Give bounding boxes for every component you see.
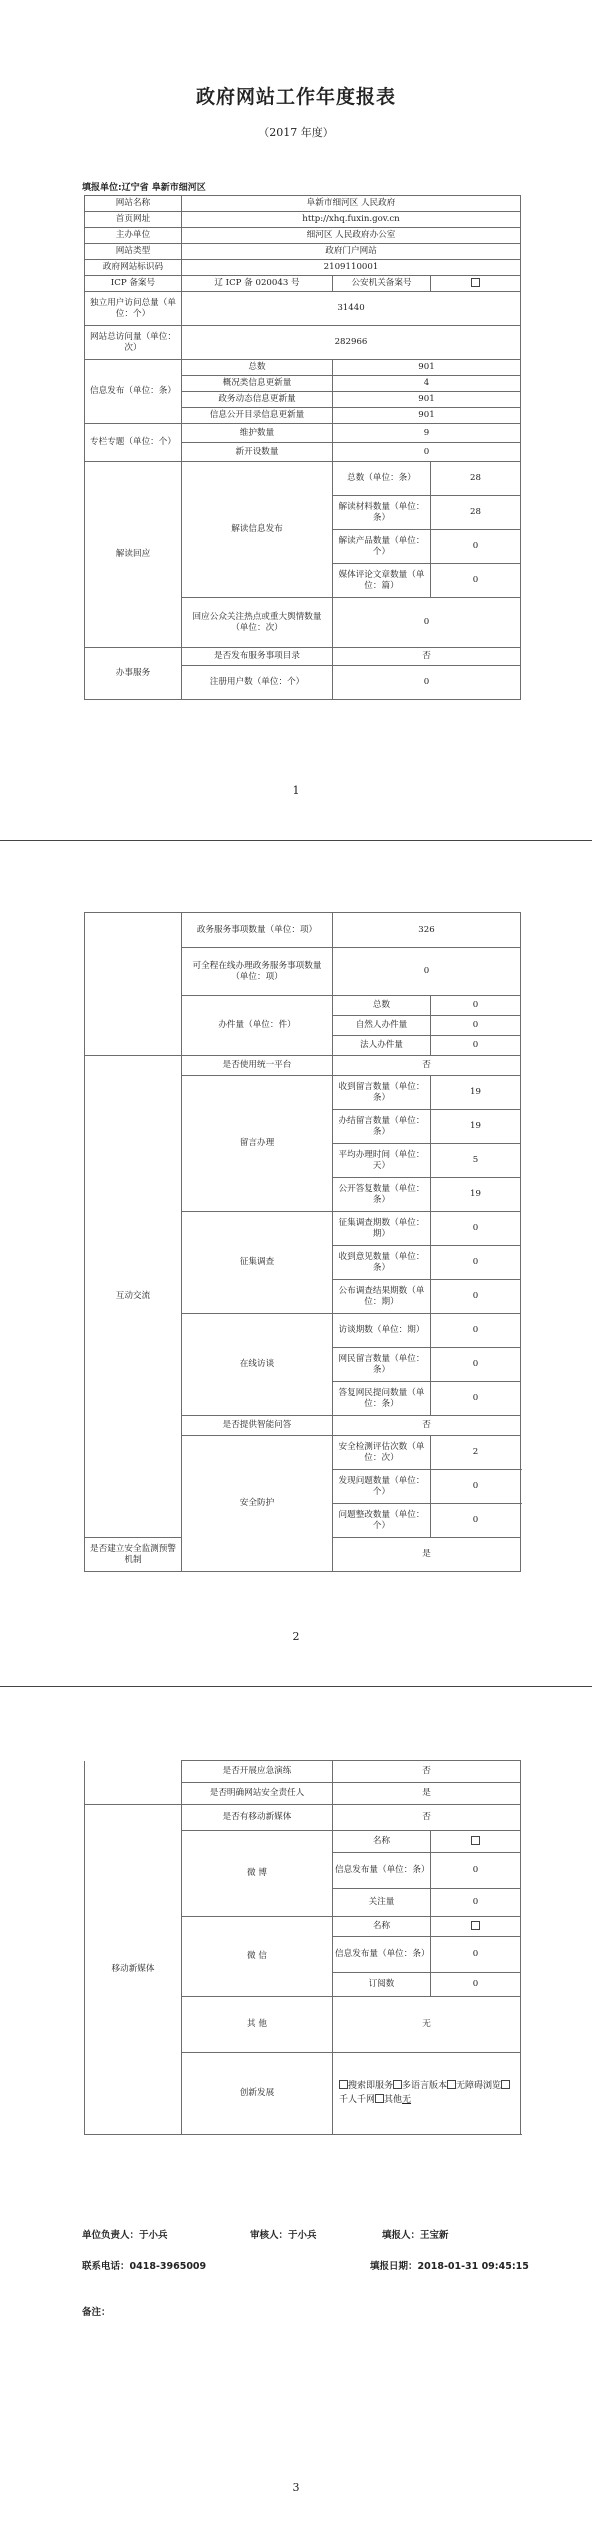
cell-value: 0 [431,1470,521,1504]
cell-value: 政府门户网站 [182,244,521,260]
cell-label: 是否使用统一平台 [182,1056,333,1076]
cell-value: 901 [333,408,521,424]
cell-sub-label: 在线访谈 [182,1314,333,1416]
cell-value: 326 [333,913,521,948]
table-row [85,424,521,443]
cell-label: 问题整改数量（单位：个） [333,1504,431,1538]
cell-label: 名称 [333,1917,431,1937]
cell-label: 注册用户数（单位：个） [182,666,333,700]
cell-label: 是否明确网站安全责任人 [182,1783,333,1805]
cell-label: 公布调查结果期数（单位：期） [333,1280,431,1314]
cell-value: 0 [431,1246,521,1280]
table-row [85,1761,521,1783]
page-divider [0,1686,592,1687]
cell-value: 9 [333,424,521,443]
page-3 [0,1688,592,2528]
cell-value: 0 [431,1853,521,1889]
cell-label: 主办单位 [85,228,182,244]
option-label: 无 [402,2094,412,2105]
cell-sub-label: 微 博 [182,1831,333,1917]
cell-value: 否 [333,1761,521,1783]
cell-value: 0 [431,1382,521,1416]
cell-value: 282966 [182,326,521,360]
cell-value: 0 [431,564,521,598]
empty-box-icon [471,1921,480,1930]
cell-value: 0 [431,1973,521,1997]
cell-value: 是 [333,1538,521,1572]
option-label: 千人千网 [339,2094,376,2105]
cell-label: ICP 备案号 [85,276,182,292]
cell-label: 收到留言数量（单位：条） [333,1076,431,1110]
table-row [85,276,521,292]
cell-value: 19 [431,1110,521,1144]
cell-label: 独立用户访问总量（单位：个） [85,292,182,326]
cell-label: 解读材料数量（单位：条） [333,496,431,530]
cell-label: 是否建立安全监测预警机制 [85,1538,182,1572]
cell-value: 0 [431,1348,521,1382]
cell-sub-label: 办件量（单位：件） [182,996,333,1056]
table-row [85,244,521,260]
cell-value: 901 [333,392,521,408]
cell-label: 维护数量 [182,424,333,443]
filler: 填报人：王宝新 [382,2230,449,2241]
checkbox-icon[interactable] [501,2080,510,2089]
cell-label: 访谈期数（单位：期） [333,1314,431,1348]
cell-group-label [85,1761,182,1805]
report-table-p3 [84,1760,521,2135]
cell-group-label: 移动新媒体 [85,1805,182,2135]
table-row [85,228,521,244]
cell-value: 阜新市细河区 人民政府 [182,196,521,212]
cell-label: 网站类型 [85,244,182,260]
cell-value: 19 [431,1076,521,1110]
page-title: 政府网站工作年度报表 [195,86,396,108]
cell-value: 0 [431,530,521,564]
homepage-link[interactable]: http://xhq.fuxin.gov.cn [182,212,521,228]
cell-sub-label: 留言办理 [182,1076,333,1212]
cell-label: 信息发布量（单位：条） [333,1853,431,1889]
cell-label: 名称 [333,1831,431,1853]
option-label: 无障碍浏览 [456,2081,502,2091]
cell-label: 新开设数量 [182,443,333,462]
cell-label: 概况类信息更新量 [182,376,333,392]
cell-label: 办结留言数量（单位：条） [333,1110,431,1144]
cell-label: 平均办理时间（单位：天） [333,1144,431,1178]
unit-leader: 单位负责人：于小兵 [82,2230,168,2241]
cell-label: 公安机关备案号 [333,276,431,292]
cell-value: 2109110001 [182,260,521,276]
cell-value: 2 [431,1436,521,1470]
table-row [85,462,521,496]
table-row [85,212,521,228]
table-row [85,913,521,948]
cell-value: 28 [431,462,521,496]
table-row [85,260,521,276]
cell-label: 订阅数 [333,1973,431,1997]
cell-group-label: 办事服务 [85,648,182,700]
cell-value: 19 [431,1178,521,1212]
cell-value: 4 [333,376,521,392]
cell-label: 媒体评论文章数量（单位：篇） [333,564,431,598]
innovation-options [333,2053,521,2135]
table-row [85,326,521,360]
cell-label: 网民留言数量（单位：条） [333,1348,431,1382]
cell-value: 0 [431,1504,521,1538]
option-label: 其他 [384,2094,403,2105]
cell-label: 是否开展应急演练 [182,1761,333,1783]
cell-label: 解读产品数量（单位：个） [333,530,431,564]
cell-group-label: 专栏专题（单位：个） [85,424,182,462]
cell-value: 否 [333,1805,521,1831]
cell-value: 0 [333,666,521,700]
table-row [85,292,521,326]
cell-label: 可全程在线办理政务服务事项数量（单位：项） [182,948,333,996]
checkbox-icon[interactable] [339,2080,348,2089]
table-row [85,196,521,212]
cell-label: 网站名称 [85,196,182,212]
checkbox-icon[interactable] [447,2080,456,2089]
table-row [85,1805,521,1831]
cell-group-label: 创新发展 [182,2053,333,2135]
option-label: 搜索即服务 [348,2081,394,2091]
report-year: （2017 年度） [258,126,334,139]
page-number: 3 [292,2481,300,2494]
checkbox-icon[interactable] [393,2080,402,2089]
cell-value [431,276,521,292]
fill-date: 填报日期：2018-01-31 09:45:15 [370,2261,529,2272]
cell-label: 政府网站标识码 [85,260,182,276]
cell-value: 0 [431,1016,521,1036]
cell-sub-label: 微 信 [182,1917,333,1997]
cell-sub-label: 其 他 [182,1997,333,2053]
cell-label: 网站总访问量（单位：次） [85,326,182,360]
cell-label: 信息发布量（单位：条） [333,1937,431,1973]
cell-sub-label: 解读信息发布 [182,462,333,598]
cell-value: 0 [333,598,521,648]
cell-value: 是 [333,1783,521,1805]
remark: 备注： [82,2307,111,2318]
cell-label: 法人办件量 [333,1036,431,1056]
cell-label: 政务服务事项数量（单位：项） [182,913,333,948]
cell-label: 政务动态信息更新量 [182,392,333,408]
page-divider [0,840,592,841]
cell-group-label [85,913,182,1056]
option-label: 多语言版本 [402,2081,448,2091]
cell-label: 总数 [333,996,431,1016]
cell-value: 否 [333,1416,521,1436]
cell-value: 28 [431,496,521,530]
page-1 [0,0,592,838]
cell-value: 0 [333,443,521,462]
cell-value: 否 [333,1056,521,1076]
cell-value: 否 [333,648,521,666]
cell-label: 安全检测评估次数（单位：次） [333,1436,431,1470]
cell-value: 0 [431,996,521,1016]
cell-sub-label: 征集调查 [182,1212,333,1314]
cell-value: 901 [333,360,521,376]
page-2 [0,842,592,1682]
reviewer: 审核人：于小兵 [250,2230,317,2241]
cell-value: 0 [431,1314,521,1348]
contact-phone: 联系电话：0418-3965009 [82,2261,207,2272]
cell-label: 首页网址 [85,212,182,228]
cell-value: 细河区 人民政府办公室 [182,228,521,244]
cell-label: 公开答复数量（单位：条） [333,1178,431,1212]
cell-label: 信息公开目录信息更新量 [182,408,333,424]
cell-label: 是否提供智能问答 [182,1416,333,1436]
cell-label: 答复网民提问数量（单位：条） [333,1382,431,1416]
cell-label: 关注量 [333,1889,431,1917]
cell-label: 自然人办件量 [333,1016,431,1036]
fill-unit: 填报单位:辽宁省 阜新市细河区 [82,183,206,193]
table-row [85,648,521,666]
cell-value: 辽 ICP 备 020043 号 [182,276,333,292]
cell-value: 0 [431,1212,521,1246]
cell-label: 收到意见数量（单位：条） [333,1246,431,1280]
cell-value: 0 [333,948,521,996]
cell-value: 0 [431,1889,521,1917]
report-table-p2 [84,912,521,1572]
empty-box-icon [471,278,480,287]
cell-label: 总数 [182,360,333,376]
cell-value: 0 [431,1937,521,1973]
cell-label: 总数（单位：条） [333,462,431,496]
cell-label: 发现问题数量（单位：个） [333,1470,431,1504]
cell-label: 是否有移动新媒体 [182,1805,333,1831]
report-table-p1 [84,195,521,700]
cell-group-label: 信息发布（单位：条） [85,360,182,424]
checkbox-icon[interactable] [375,2094,384,2103]
cell-group-label: 解读回应 [85,462,182,648]
cell-label: 征集调查期数（单位：期） [333,1212,431,1246]
page-number: 2 [292,1630,300,1643]
cell-label: 是否发布服务事项目录 [182,648,333,666]
cell-label: 回应公众关注热点或重大舆情数量（单位：次） [182,598,333,648]
cell-value: 0 [431,1036,521,1056]
cell-value [431,1917,521,1937]
empty-box-icon [471,1836,480,1845]
cell-value: 0 [431,1280,521,1314]
table-row [85,1056,521,1076]
page-number: 1 [292,784,300,797]
cell-value: 无 [333,1997,521,2053]
table-row [85,360,521,376]
cell-group-label: 互动交流 [85,1056,182,1538]
cell-value [431,1831,521,1853]
cell-value: 5 [431,1144,521,1178]
cell-value: 31440 [182,292,521,326]
cell-group-label: 安全防护 [182,1436,333,1572]
